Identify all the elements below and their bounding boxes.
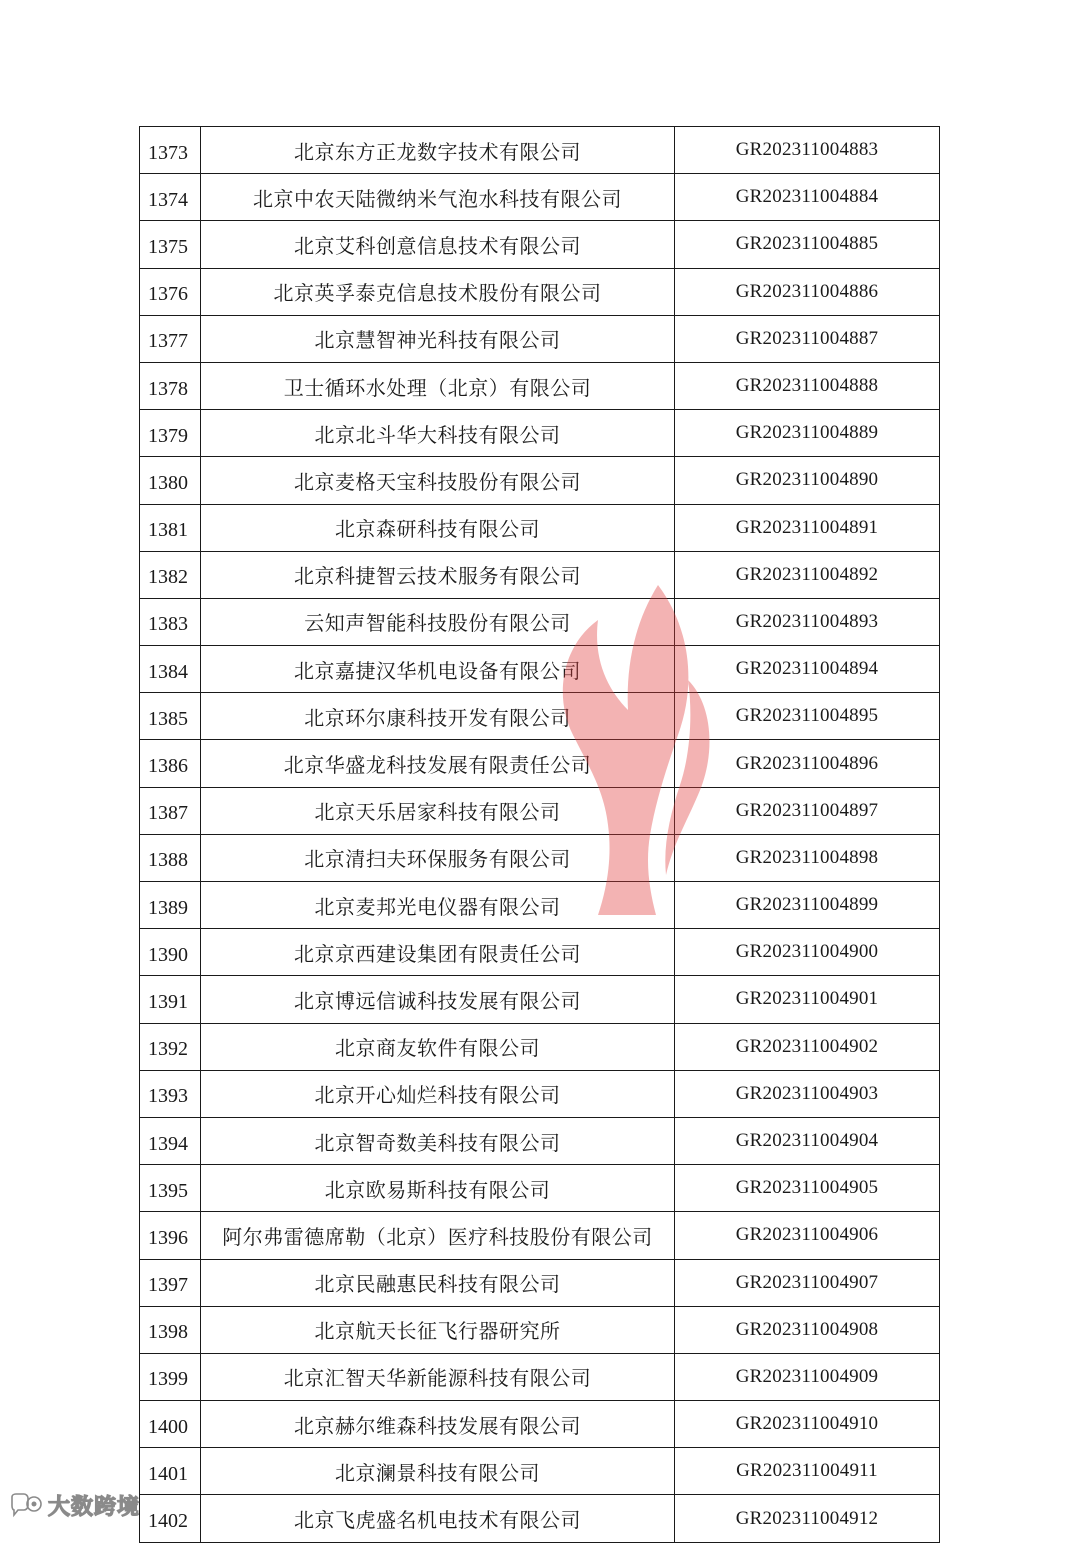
certificate-code: GR202311004893	[675, 598, 940, 645]
row-number: 1380	[140, 457, 201, 504]
row-number: 1376	[140, 268, 201, 315]
table-row	[140, 1165, 940, 1212]
row-number: 1402	[140, 1495, 201, 1542]
table-row	[140, 976, 940, 1023]
certificate-code: GR202311004888	[675, 362, 940, 409]
row-number: 1391	[140, 976, 201, 1023]
certificate-code: GR202311004892	[675, 551, 940, 598]
table-row	[140, 1117, 940, 1164]
row-number: 1393	[140, 1070, 201, 1117]
row-number: 1396	[140, 1212, 201, 1259]
certificate-code: GR202311004907	[675, 1259, 940, 1306]
company-name: 北京商友软件有限公司	[201, 1023, 675, 1070]
certificate-code: GR202311004895	[675, 693, 940, 740]
table-row	[140, 457, 940, 504]
row-number: 1400	[140, 1401, 201, 1448]
table-row	[140, 551, 940, 598]
company-name: 北京汇智天华新能源科技有限公司	[201, 1353, 675, 1400]
row-number: 1394	[140, 1117, 201, 1164]
company-name: 北京航天长征飞行器研究所	[201, 1306, 675, 1353]
company-name: 北京艾科创意信息技术有限公司	[201, 221, 675, 268]
company-name: 北京民融惠民科技有限公司	[201, 1259, 675, 1306]
row-number: 1381	[140, 504, 201, 551]
company-name: 北京博远信诚科技发展有限公司	[201, 976, 675, 1023]
company-name: 卫士循环水处理（北京）有限公司	[201, 362, 675, 409]
enterprise-registry-table	[139, 126, 940, 1543]
company-name: 北京飞虎盛名机电技术有限公司	[201, 1495, 675, 1542]
row-number: 1382	[140, 551, 201, 598]
row-number: 1398	[140, 1306, 201, 1353]
row-number: 1379	[140, 410, 201, 457]
certificate-code: GR202311004906	[675, 1212, 940, 1259]
company-name: 北京天乐居家科技有限公司	[201, 787, 675, 834]
footer-brand	[8, 1490, 140, 1521]
row-number: 1377	[140, 315, 201, 362]
certificate-code: GR202311004887	[675, 315, 940, 362]
row-number: 1390	[140, 929, 201, 976]
table-row	[140, 1495, 940, 1542]
company-name: 北京澜景科技有限公司	[201, 1448, 675, 1495]
row-number: 1384	[140, 646, 201, 693]
table-row	[140, 1070, 940, 1117]
row-number: 1385	[140, 693, 201, 740]
certificate-code: GR202311004905	[675, 1165, 940, 1212]
table-row	[140, 646, 940, 693]
row-number: 1374	[140, 174, 201, 221]
certificate-code: GR202311004904	[675, 1117, 940, 1164]
company-name: 北京麦邦光电仪器有限公司	[201, 882, 675, 929]
table-row	[140, 174, 940, 221]
table-row	[140, 268, 940, 315]
certificate-code: GR202311004884	[675, 174, 940, 221]
company-name: 北京环尔康科技开发有限公司	[201, 693, 675, 740]
company-name: 北京麦格天宝科技股份有限公司	[201, 457, 675, 504]
brand-label: 大数跨境	[48, 1495, 141, 1520]
certificate-code: GR202311004891	[675, 504, 940, 551]
company-name: 北京东方正龙数字技术有限公司	[201, 127, 675, 174]
table-row	[140, 1401, 940, 1448]
certificate-code: GR202311004886	[675, 268, 940, 315]
certificate-code: GR202311004889	[675, 410, 940, 457]
speech-bubble-logo-icon	[8, 1493, 44, 1519]
certificate-code: GR202311004910	[675, 1401, 940, 1448]
certificate-code: GR202311004908	[675, 1306, 940, 1353]
certificate-code: GR202311004897	[675, 787, 940, 834]
row-number: 1383	[140, 598, 201, 645]
table-row	[140, 1448, 940, 1495]
table-row	[140, 693, 940, 740]
row-number: 1399	[140, 1353, 201, 1400]
table-row	[140, 834, 940, 881]
table-row	[140, 598, 940, 645]
company-name: 北京北斗华大科技有限公司	[201, 410, 675, 457]
table-row	[140, 1212, 940, 1259]
company-name: 北京嘉捷汉华机电设备有限公司	[201, 646, 675, 693]
table-row	[140, 127, 940, 174]
certificate-code: GR202311004901	[675, 976, 940, 1023]
row-number: 1375	[140, 221, 201, 268]
company-name: 阿尔弗雷德席勒（北京）医疗科技股份有限公司	[201, 1212, 675, 1259]
certificate-code: GR202311004898	[675, 834, 940, 881]
table-row	[140, 410, 940, 457]
row-number: 1395	[140, 1165, 201, 1212]
table-row	[140, 221, 940, 268]
table-row	[140, 1306, 940, 1353]
certificate-code: GR202311004900	[675, 929, 940, 976]
row-number: 1397	[140, 1259, 201, 1306]
company-name: 北京中农天陆微纳米气泡水科技有限公司	[201, 174, 675, 221]
company-name: 北京清扫夫环保服务有限公司	[201, 834, 675, 881]
table-row	[140, 787, 940, 834]
certificate-code: GR202311004912	[675, 1495, 940, 1542]
company-name: 北京京西建设集团有限责任公司	[201, 929, 675, 976]
row-number: 1378	[140, 362, 201, 409]
certificate-code: GR202311004890	[675, 457, 940, 504]
company-name: 北京慧智神光科技有限公司	[201, 315, 675, 362]
company-name: 北京森研科技有限公司	[201, 504, 675, 551]
table-row	[140, 929, 940, 976]
certificate-code: GR202311004911	[675, 1448, 940, 1495]
company-name: 北京华盛龙科技发展有限责任公司	[201, 740, 675, 787]
table-row	[140, 504, 940, 551]
table-row	[140, 740, 940, 787]
certificate-code: GR202311004885	[675, 221, 940, 268]
company-name: 北京赫尔维森科技发展有限公司	[201, 1401, 675, 1448]
registry-table-body	[140, 127, 940, 1543]
certificate-code: GR202311004909	[675, 1353, 940, 1400]
company-name: 北京智奇数美科技有限公司	[201, 1117, 675, 1164]
table-row	[140, 315, 940, 362]
row-number: 1386	[140, 740, 201, 787]
certificate-code: GR202311004883	[675, 127, 940, 174]
row-number: 1373	[140, 127, 201, 174]
table-row	[140, 882, 940, 929]
company-name: 北京欧易斯科技有限公司	[201, 1165, 675, 1212]
row-number: 1389	[140, 882, 201, 929]
certificate-code: GR202311004903	[675, 1070, 940, 1117]
table-row	[140, 362, 940, 409]
row-number: 1387	[140, 787, 201, 834]
company-name: 北京英孚泰克信息技术股份有限公司	[201, 268, 675, 315]
certificate-code: GR202311004899	[675, 882, 940, 929]
certificate-code: GR202311004894	[675, 646, 940, 693]
table-row	[140, 1353, 940, 1400]
table-row	[140, 1259, 940, 1306]
company-name: 北京开心灿烂科技有限公司	[201, 1070, 675, 1117]
company-name: 北京科捷智云技术服务有限公司	[201, 551, 675, 598]
certificate-code: GR202311004896	[675, 740, 940, 787]
row-number: 1401	[140, 1448, 201, 1495]
company-name: 云知声智能科技股份有限公司	[201, 598, 675, 645]
table-row	[140, 1023, 940, 1070]
row-number: 1392	[140, 1023, 201, 1070]
row-number: 1388	[140, 834, 201, 881]
certificate-code: GR202311004902	[675, 1023, 940, 1070]
